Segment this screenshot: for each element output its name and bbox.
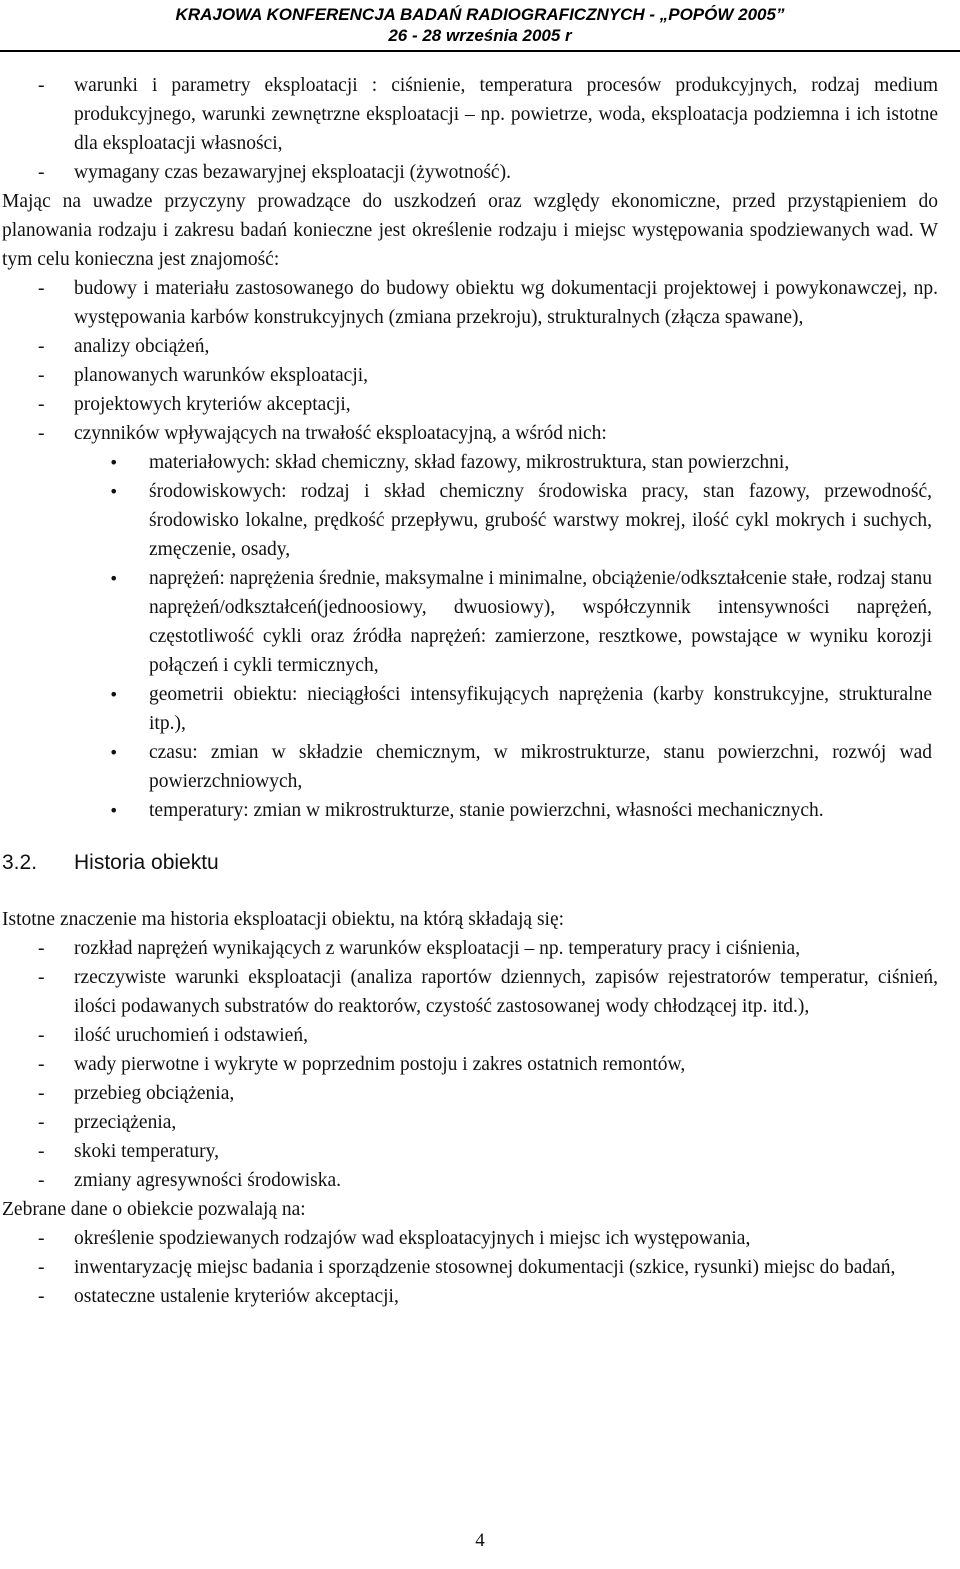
list-item: - planowanych warunków eksploatacji, (38, 365, 369, 386)
list-item: - zmiany agresywności środowiska. (38, 1170, 341, 1191)
list-item: - rozkład naprężeń wynikających z warunków eksploatacji – np. temperatury pracy i ciśnienia, (38, 938, 801, 959)
paragraph: Istotne znaczenie ma historia eksploatacji obiektu, na którą składają się: (2, 909, 565, 930)
list-item: - przeciążenia, (38, 1112, 177, 1133)
bullet-icon: • (109, 569, 119, 588)
bullet-item: • temperatury: zmian w mikrostrukturze, stanie powierzchni, własności mechanicznych. (2, 796, 938, 825)
bullet-icon: • (109, 453, 119, 472)
list-item: - wymagany czas bezawaryjnej eksploatacji (żywotność). (38, 162, 511, 183)
bullet-item: • geometrii obiektu: nieciągłości intensyfikujących naprężenia (karby konstrukcyjne, strukturalne itp.), (2, 680, 938, 738)
header-divider (0, 50, 960, 52)
list-item: - określenie spodziewanych rodzajów wad eksploatacyjnych i miejsc ich występowania, (38, 1228, 751, 1249)
bullet-icon: • (109, 482, 119, 501)
page-content (2, 71, 938, 1311)
paragraph: Zebrane dane o obiekcie pozwalają na: (2, 1199, 306, 1220)
bullet-icon: • (109, 743, 119, 762)
paragraph: Mając na uwadze przyczyny prowadzące do uszkodzeń oraz względy ekonomiczne, przed przystąpieniem do planowania rodzaju i zakresu badań konieczne jest określenie rodzaju i miejsc występowania spodziewanych wad. W tym celu konieczna jest znajomość: (2, 191, 938, 270)
bullet-item: • materiałowych: skład chemiczny, skład fazowy, mikrostruktura, stan powierzchni, (2, 448, 938, 477)
bullet-icon: • (109, 685, 119, 704)
list-item: - inwentaryzację miejsc badania i sporządzenie stosownej dokumentacji (szkice, rysunki) miejsc do badań, (38, 1257, 896, 1278)
conference-title: KRAJOWA KONFERENCJA BADAŃ RADIOGRAFICZNYCH - „POPÓW 2005” (175, 5, 785, 24)
list-item: - czynników wpływających na trwałość eksploatacyjną, a wśród nich: (38, 423, 607, 444)
bullet-item: • naprężeń: naprężenia średnie, maksymalne i minimalne, obciążenie/odkształcenie stałe, rodzaj stanu naprężeń/odkształceń(jednoosiowy, dwuosiowy), współczynnik intensywności naprężeń, częstotliwość cykli oraz źródła naprężeń: zamierzone, resztkowe, powstające w wyniku korozji połączeń i cykli termicznych, (2, 564, 938, 680)
page-number: 4 (475, 1530, 485, 1551)
list-item: - skoki temperatury, (38, 1141, 219, 1162)
list-item: - projektowych kryteriów akceptacji, (38, 394, 351, 415)
list-item: - przebieg obciążenia, (38, 1083, 235, 1104)
list-item: - analizy obciążeń, (38, 336, 210, 357)
list-item: - budowy i materiału zastosowanego do budowy obiektu wg dokumentacji projektowej i powykonawczej, np. występowania karbów konstrukcyjnych (zmiana przekroju), strukturalnych (złącza spawane), (38, 278, 938, 328)
conference-dates: 26 - 28 września 2005 r (388, 26, 572, 45)
section-heading (2, 848, 938, 877)
list-item: - wady pierwotne i wykryte w poprzednim postoju i zakres ostatnich remontów, (38, 1054, 686, 1075)
bullet-icon: • (109, 801, 119, 820)
section-title: Historia obiektu (74, 851, 219, 874)
list-item: - ostateczne ustalenie kryteriów akceptacji, (38, 1286, 399, 1307)
list-item: - ilość uruchomień i odstawień, (38, 1025, 308, 1046)
list-item: - warunki i parametry eksploatacji : ciśnienie, temperatura procesów produkcyjnych, rodzaj medium produkcyjnego, warunki zewnętrzne eksploatacji – np. powietrze, woda, eksploatacja podziemna i ich istotne dla eksploatacji własności, (38, 75, 938, 154)
list-item: - rzeczywiste warunki eksploatacji (analiza raportów dziennych, zapisów rejestratorów temperatur, ciśnień, ilości podawanych substratów do reaktorów, czystość zastosowanej wody chłodzącej itp. itd.), (38, 967, 938, 1017)
conference-header (0, 4, 960, 46)
bullet-item: • czasu: zmian w składzie chemicznym, w mikrostrukturze, stanu powierzchni, rozwój wad powierzchniowych, (2, 738, 938, 796)
section-number: 3.2. (2, 851, 38, 874)
bullet-item: • środowiskowych: rodzaj i skład chemiczny środowiska pracy, stan fazowy, przewodność, środowisko lokalne, prędkość przepływu, grubość warstwy mokrej, ilość cykl mokrych i suchych, zmęczenie, osady, (2, 477, 938, 564)
